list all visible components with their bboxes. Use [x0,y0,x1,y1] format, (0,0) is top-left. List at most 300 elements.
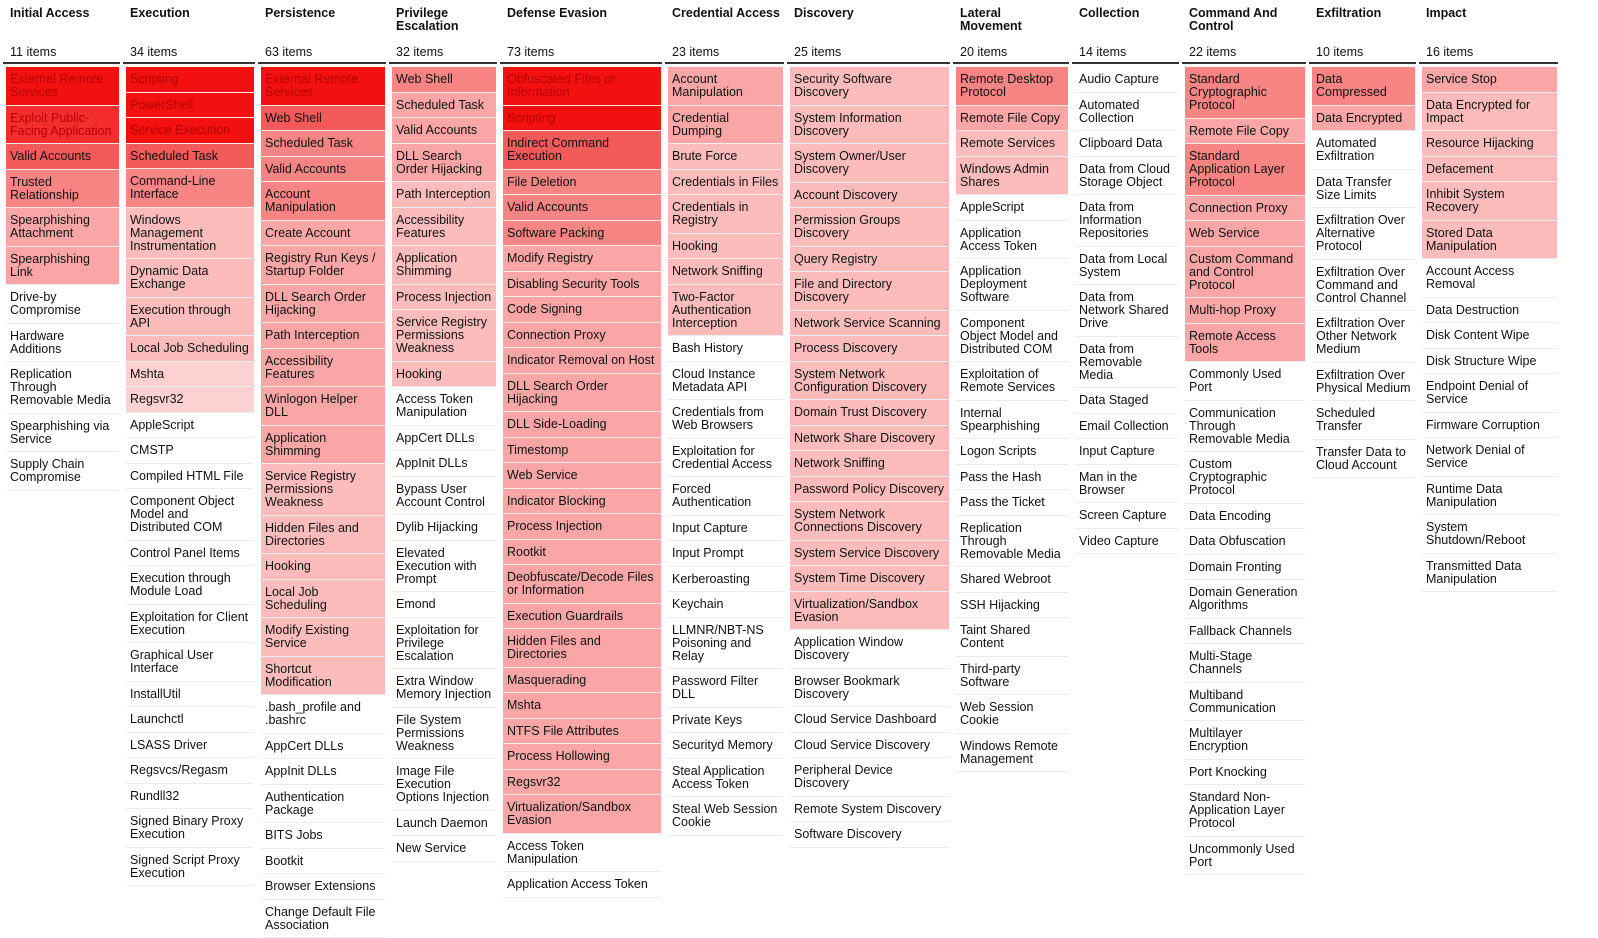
technique-cell[interactable] [790,566,949,592]
technique-cell[interactable] [668,567,783,593]
technique-label: Browser Bookmark Discovery [794,675,945,701]
technique-cell[interactable] [126,643,254,682]
technique-cell[interactable] [1422,554,1557,593]
technique-cell[interactable] [392,118,496,144]
technique-cell[interactable] [1075,439,1178,465]
technique-list [1069,67,1179,554]
technique-cell[interactable] [668,259,783,285]
technique-cell[interactable] [503,514,661,540]
technique-cell[interactable] [790,733,949,759]
tactic-title[interactable]: Persistence [265,7,382,20]
technique-cell[interactable] [392,387,496,426]
technique-cell[interactable] [126,541,254,567]
technique-cell[interactable] [956,593,1068,619]
technique-cell[interactable] [6,247,119,286]
technique-cell[interactable] [6,106,119,145]
technique-cell[interactable] [503,246,661,272]
technique-cell[interactable] [1312,67,1415,106]
technique-cell[interactable] [126,784,254,810]
technique-cell[interactable] [6,452,119,491]
technique-label: Standard Application Layer Protocol [1189,150,1301,189]
technique-cell[interactable] [503,195,661,221]
technique-cell[interactable] [1312,401,1415,440]
technique-cell[interactable] [1075,337,1178,389]
technique-cell[interactable] [956,106,1068,132]
technique-cell[interactable] [668,733,783,759]
technique-label: AppleScript [130,419,250,432]
technique-cell[interactable] [668,797,783,836]
technique-cell[interactable] [392,310,496,362]
technique-cell[interactable] [126,118,254,144]
technique-cell[interactable] [790,311,949,337]
technique-cell[interactable] [668,170,783,196]
technique-cell[interactable] [1185,247,1305,299]
technique-cell[interactable] [392,451,496,477]
technique-cell[interactable] [1312,208,1415,260]
column-divider [953,62,1069,64]
technique-cell[interactable] [1422,349,1557,375]
technique-cell[interactable] [1075,529,1178,555]
technique-cell[interactable] [392,246,496,285]
technique-cell[interactable] [261,657,385,696]
technique-cell[interactable] [261,759,385,785]
technique-cell[interactable] [503,438,661,464]
technique-cell[interactable] [126,413,254,439]
technique-cell[interactable] [503,795,661,834]
technique-cell[interactable] [392,426,496,452]
technique-cell[interactable] [668,67,783,106]
technique-cell[interactable] [1312,106,1415,132]
technique-cell[interactable] [6,67,119,106]
technique-cell[interactable] [668,541,783,567]
technique-cell[interactable] [1422,298,1557,324]
technique-cell[interactable] [1312,131,1415,170]
technique-cell[interactable] [790,362,949,401]
technique-cell[interactable] [956,695,1068,734]
technique-cell[interactable] [668,195,783,234]
tactic-item-count: 20 items [960,45,1007,59]
technique-cell[interactable] [503,67,661,106]
technique-cell[interactable] [503,412,661,438]
technique-cell[interactable] [261,849,385,875]
technique-cell[interactable] [668,477,783,516]
tactic-title[interactable]: Execution [130,7,251,20]
tactic-title[interactable]: Privilege Escalation [396,7,493,33]
technique-cell[interactable] [126,758,254,784]
technique-cell[interactable] [1185,362,1305,401]
technique-cell[interactable] [126,67,254,93]
technique-cell[interactable] [261,785,385,824]
technique-cell[interactable] [392,144,496,183]
tactic-title[interactable]: Initial Access [10,7,116,20]
technique-cell[interactable] [503,272,661,298]
technique-cell[interactable] [261,67,385,106]
technique-cell[interactable] [1185,529,1305,555]
technique-cell[interactable] [790,400,949,426]
technique-cell[interactable] [1075,67,1178,93]
technique-cell[interactable] [790,183,949,209]
technique-cell[interactable] [126,848,254,887]
technique-cell[interactable] [1185,555,1305,581]
technique-cell[interactable] [668,516,783,542]
technique-label: Modify Registry [507,252,657,265]
technique-cell[interactable] [503,221,661,247]
technique-label: System Shutdown/Reboot [1426,521,1553,547]
tactic-title[interactable]: Impact [1426,7,1554,20]
technique-cell[interactable] [1185,837,1305,876]
technique-cell[interactable] [1075,131,1178,157]
technique-cell[interactable] [790,707,949,733]
technique-label: Component Object Model and Distributed COM [130,495,250,534]
technique-cell[interactable] [126,605,254,644]
technique-cell[interactable] [503,540,661,566]
technique-cell[interactable] [1075,247,1178,286]
technique-cell[interactable] [956,221,1068,260]
technique-label: Fallback Channels [1189,625,1301,638]
technique-cell[interactable] [956,157,1068,196]
technique-cell[interactable] [126,566,254,605]
technique-cell[interactable] [1075,285,1178,337]
technique-cell[interactable] [790,630,949,669]
technique-cell[interactable] [503,463,661,489]
technique-cell[interactable] [126,682,254,708]
technique-cell[interactable] [668,362,783,401]
technique-cell[interactable] [668,759,783,798]
technique-cell[interactable] [261,900,385,938]
tactic-item-count: 23 items [672,45,719,59]
tactic-title[interactable]: Command And Control [1189,7,1302,33]
technique-cell[interactable] [261,554,385,580]
technique-label: Scheduled Task [130,150,250,163]
technique-label: Credential Dumping [672,112,779,138]
technique-cell[interactable] [790,502,949,541]
technique-cell[interactable] [392,811,496,837]
technique-label: AppleScript [960,201,1064,214]
technique-label: Windows Remote Management [960,740,1064,766]
technique-cell[interactable] [668,439,783,478]
technique-cell[interactable] [668,618,783,670]
technique-cell[interactable] [261,387,385,426]
technique-cell[interactable] [261,182,385,221]
technique-cell[interactable] [1422,131,1557,157]
tactic-title[interactable]: Discovery [794,7,946,20]
technique-cell[interactable] [668,708,783,734]
technique-cell[interactable] [503,374,661,413]
technique-cell[interactable] [790,106,949,145]
technique-cell[interactable] [261,426,385,465]
technique-cell[interactable] [503,170,661,196]
technique-label: Video Capture [1079,535,1174,548]
technique-label: Application Access Token [960,227,1064,253]
technique-label: Data Obfuscation [1189,535,1301,548]
technique-cell[interactable] [392,708,496,760]
technique-cell[interactable] [1075,414,1178,440]
technique-cell[interactable] [392,182,496,208]
technique-label: Execution Guardrails [507,610,657,623]
technique-cell[interactable] [1075,503,1178,529]
technique-cell[interactable] [6,144,119,170]
technique-cell[interactable] [126,208,254,260]
technique-cell[interactable] [126,733,254,759]
technique-cell[interactable] [1422,413,1557,439]
technique-cell[interactable] [261,580,385,619]
technique-cell[interactable] [261,734,385,760]
technique-label: Bypass User Account Control [396,483,492,509]
technique-cell[interactable] [392,362,496,388]
technique-cell[interactable] [261,823,385,849]
technique-cell[interactable] [668,144,783,170]
technique-label: Data from Cloud Storage Object [1079,163,1174,189]
technique-cell[interactable] [1422,515,1557,554]
column-divider [258,62,386,64]
technique-label: File and Directory Discovery [794,278,945,304]
technique-label: Account Manipulation [265,188,381,214]
technique-cell[interactable] [261,221,385,247]
technique-label: AppCert DLLs [265,740,381,753]
technique-label: Man in the Browser [1079,471,1174,497]
technique-cell[interactable] [392,67,496,93]
technique-cell[interactable] [126,362,254,388]
technique-cell[interactable] [6,208,119,247]
technique-cell[interactable] [261,464,385,516]
technique-cell[interactable] [790,67,949,106]
technique-cell[interactable] [790,336,949,362]
technique-cell[interactable] [956,195,1068,221]
technique-cell[interactable] [392,618,496,670]
technique-label: Drive-by Compromise [10,291,115,317]
technique-cell[interactable] [126,169,254,208]
technique-cell[interactable] [503,604,661,630]
technique-cell[interactable] [790,477,949,503]
tactic-title[interactable]: Credential Access [672,7,780,20]
technique-cell[interactable] [956,259,1068,311]
technique-cell[interactable] [790,592,949,631]
technique-cell[interactable] [6,170,119,209]
technique-cell[interactable] [261,157,385,183]
technique-cell[interactable] [503,693,661,719]
technique-cell[interactable] [1185,644,1305,683]
technique-cell[interactable] [1422,323,1557,349]
technique-cell[interactable] [1422,221,1557,260]
technique-cell[interactable] [503,668,661,694]
technique-cell[interactable] [668,285,783,337]
technique-cell[interactable] [790,541,949,567]
technique-cell[interactable] [1185,683,1305,722]
technique-cell[interactable] [1185,401,1305,453]
technique-cell[interactable] [503,131,661,170]
technique-cell[interactable] [668,336,783,362]
technique-label: Network Service Scanning [794,317,945,330]
technique-cell[interactable] [6,362,119,414]
technique-cell[interactable] [668,592,783,618]
technique-cell[interactable] [503,629,661,668]
technique-label: Accessibility Features [396,214,492,240]
technique-cell[interactable] [392,93,496,119]
technique-label: Network Sniffing [672,265,779,278]
technique-cell[interactable] [392,836,496,862]
technique-cell[interactable] [126,489,254,541]
technique-label: Bash History [672,342,779,355]
technique-cell[interactable] [261,285,385,324]
technique-label: Application Deployment Software [960,265,1064,304]
technique-cell[interactable] [1075,388,1178,414]
technique-cell[interactable] [392,541,496,593]
technique-cell[interactable] [503,565,661,604]
technique-cell[interactable] [1185,324,1305,363]
technique-cell[interactable] [261,695,385,734]
technique-cell[interactable] [126,438,254,464]
technique-cell[interactable] [503,106,661,132]
technique-cell[interactable] [503,770,661,796]
technique-cell[interactable] [956,67,1068,106]
technique-cell[interactable] [503,834,661,873]
technique-cell[interactable] [503,744,661,770]
technique-cell[interactable] [1185,119,1305,145]
technique-cell[interactable] [1312,260,1415,312]
technique-cell[interactable] [503,348,661,374]
technique-cell[interactable] [6,414,119,453]
technique-cell[interactable] [956,439,1068,465]
technique-cell[interactable] [126,336,254,362]
technique-cell[interactable] [1185,221,1305,247]
technique-cell[interactable] [392,208,496,247]
technique-label: Disk Structure Wipe [1426,355,1553,368]
technique-cell[interactable] [1185,298,1305,324]
technique-cell[interactable] [503,719,661,745]
technique-label: Exploitation for Credential Access [672,445,779,471]
technique-cell[interactable] [668,669,783,708]
technique-cell[interactable] [1312,170,1415,209]
technique-cell[interactable] [261,618,385,657]
technique-label: .bash_profile and .bashrc [265,701,381,727]
technique-cell[interactable] [1185,144,1305,196]
technique-cell[interactable] [1422,157,1557,183]
technique-cell[interactable] [392,669,496,708]
technique-cell[interactable] [1075,157,1178,196]
technique-cell[interactable] [1185,580,1305,619]
technique-cell[interactable] [392,759,496,811]
technique-cell[interactable] [956,567,1068,593]
technique-label: Process Injection [396,291,492,304]
technique-cell[interactable] [956,490,1068,516]
tactic-title[interactable]: Exfiltration [1316,7,1412,20]
technique-cell[interactable] [790,208,949,247]
technique-cell[interactable] [1422,67,1557,93]
technique-cell[interactable] [126,93,254,119]
technique-cell[interactable] [503,323,661,349]
technique-cell[interactable] [956,131,1068,157]
tactic-title[interactable]: Collection [1079,7,1175,20]
technique-cell[interactable] [1185,67,1305,119]
technique-cell[interactable] [1185,785,1305,837]
technique-cell[interactable] [126,809,254,848]
technique-cell[interactable] [1422,259,1557,298]
technique-cell[interactable] [956,311,1068,363]
technique-cell[interactable] [1312,440,1415,479]
technique-cell[interactable] [392,285,496,311]
technique-cell[interactable] [6,285,119,324]
technique-cell[interactable] [790,426,949,452]
tactic-item-count: 16 items [1426,45,1473,59]
technique-cell[interactable] [790,144,949,183]
technique-cell[interactable] [1422,374,1557,413]
technique-label: Cloud Service Discovery [794,739,945,752]
technique-cell[interactable] [956,401,1068,440]
technique-cell[interactable] [956,734,1068,773]
technique-cell[interactable] [790,797,949,823]
technique-cell[interactable] [1422,438,1557,477]
technique-cell[interactable] [1075,465,1178,504]
technique-cell[interactable] [956,657,1068,696]
technique-cell[interactable] [668,400,783,439]
technique-cell[interactable] [261,131,385,157]
tactic-title[interactable]: Lateral Movement [960,7,1065,33]
technique-cell[interactable] [790,272,949,311]
technique-cell[interactable] [126,298,254,337]
technique-cell[interactable] [126,259,254,298]
technique-cell[interactable] [503,489,661,515]
technique-cell[interactable] [790,758,949,797]
technique-cell[interactable] [956,618,1068,657]
tactic-title[interactable]: Defense Evasion [507,7,658,20]
technique-cell[interactable] [503,297,661,323]
technique-cell[interactable] [126,464,254,490]
technique-label: Access Token Manipulation [507,840,657,866]
technique-cell[interactable] [956,465,1068,491]
technique-cell[interactable] [1185,504,1305,530]
technique-cell[interactable] [261,874,385,900]
technique-cell[interactable] [6,324,119,363]
technique-label: Mshta [507,699,657,712]
technique-cell[interactable] [1185,452,1305,504]
technique-cell[interactable] [1075,195,1178,247]
technique-cell[interactable] [1422,93,1557,132]
technique-cell[interactable] [126,387,254,413]
technique-cell[interactable] [956,362,1068,401]
technique-cell[interactable] [668,234,783,260]
technique-cell[interactable] [261,323,385,349]
technique-cell[interactable] [126,144,254,170]
technique-cell[interactable] [790,669,949,708]
technique-cell[interactable] [1312,311,1415,363]
technique-list [662,67,784,836]
technique-cell[interactable] [1075,93,1178,132]
technique-cell[interactable] [392,477,496,516]
technique-cell[interactable] [956,516,1068,568]
technique-cell[interactable] [261,516,385,555]
technique-cell[interactable] [1185,721,1305,760]
technique-cell[interactable] [1422,182,1557,221]
technique-cell[interactable] [1422,477,1557,516]
technique-label: Password Filter DLL [672,675,779,701]
technique-cell[interactable] [392,592,496,618]
technique-cell[interactable] [668,106,783,145]
technique-cell[interactable] [126,707,254,733]
technique-cell[interactable] [1185,760,1305,786]
technique-cell[interactable] [392,515,496,541]
technique-cell[interactable] [1312,363,1415,402]
technique-cell[interactable] [261,349,385,388]
technique-cell[interactable] [1185,619,1305,645]
technique-cell[interactable] [1185,196,1305,222]
technique-cell[interactable] [261,246,385,285]
technique-cell[interactable] [790,247,949,273]
technique-label: Change Default File Association [265,906,381,932]
column-divider [1072,62,1179,64]
technique-cell[interactable] [261,106,385,132]
technique-cell[interactable] [790,822,949,848]
technique-cell[interactable] [790,451,949,477]
